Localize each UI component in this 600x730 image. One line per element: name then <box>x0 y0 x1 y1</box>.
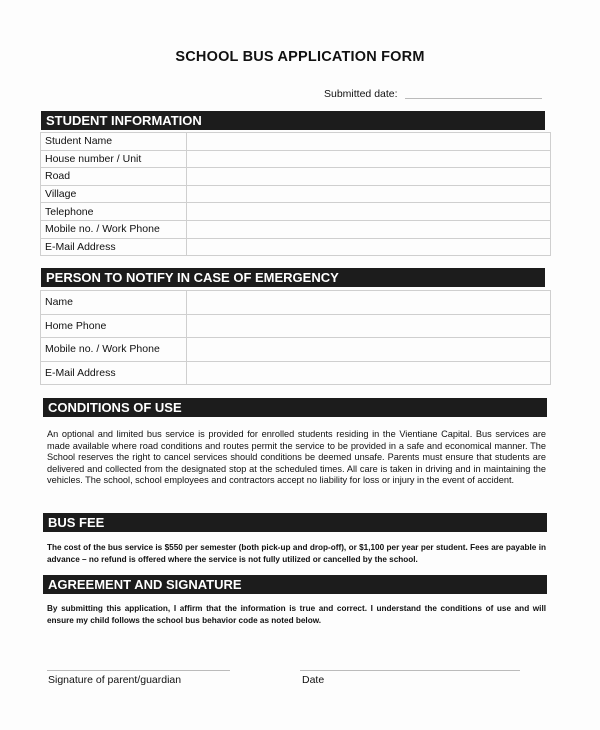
submitted-date-label: Submitted date: <box>324 88 398 100</box>
table-row <box>41 314 551 338</box>
agreement-text: By submitting this application, I affirm that the information is true and correct. I understand the conditions of use and will ensure my child follows the school bus behavior code as noted below. <box>47 604 546 625</box>
field-input-telephone[interactable] <box>187 203 551 221</box>
table-row <box>41 168 551 186</box>
conditions-text: An optional and limited bus service is provided for enrolled students residing in the Vientiane Capital. Bus services are made available where road conditions and routes permit the service to be provided in a safe and economical manner. The School reserves the right to cancel services should conditions be deemed unsafe. Parents must ensure that students are delivered and collected from the designated stop at the scheduled times. All care is taken in driving and in maintaining the vehicles. The school, school employees and contractors accept no liability for loss or injury in the event of accident. <box>47 429 546 486</box>
bus-fee-text: The cost of the bus service is $550 per semester (both pick-up and drop-off), or $1,100 per year per student. Fees are payable in advance – no refund is offered where the service is not fully utilized or cancelled by the school. <box>47 543 546 564</box>
parent-signature-field[interactable] <box>47 670 230 671</box>
field-input-home-phone[interactable] <box>187 314 551 338</box>
field-input-village[interactable] <box>187 185 551 203</box>
field-input-road[interactable] <box>187 168 551 186</box>
field-input-student-name[interactable] <box>187 133 551 151</box>
bus-fee-heading: BUS FEE <box>43 513 547 532</box>
field-label-emergency-mobile: Mobile no. / Work Phone <box>41 338 187 362</box>
field-input-house-number[interactable] <box>187 150 551 168</box>
signature-date-label: Date <box>302 674 325 686</box>
table-row <box>41 133 551 151</box>
field-label-home-phone: Home Phone <box>41 314 187 338</box>
agreement-heading: AGREEMENT AND SIGNATURE <box>43 575 547 594</box>
table-row <box>41 150 551 168</box>
table-row <box>41 203 551 221</box>
parent-signature-label: Signature of parent/guardian <box>48 674 182 686</box>
field-label-road: Road <box>41 168 187 186</box>
table-row <box>41 220 551 238</box>
table-row <box>41 238 551 256</box>
field-input-emergency-email[interactable] <box>187 361 551 385</box>
form-title: SCHOOL BUS APPLICATION FORM <box>175 49 425 65</box>
field-label-student-name: Student Name <box>41 133 187 151</box>
field-label-telephone: Telephone <box>41 203 187 221</box>
field-input-emergency-mobile[interactable] <box>187 338 551 362</box>
submitted-date-field[interactable] <box>405 98 542 99</box>
student-info-table <box>40 132 551 256</box>
field-label-mobile-phone: Mobile no. / Work Phone <box>41 220 187 238</box>
emergency-contact-table <box>40 290 551 385</box>
field-label-house-number: House number / Unit <box>41 150 187 168</box>
field-input-email[interactable] <box>187 238 551 256</box>
table-row <box>41 361 551 385</box>
emergency-contact-heading: PERSON TO NOTIFY IN CASE OF EMERGENCY <box>41 268 545 287</box>
field-label-emergency-name: Name <box>41 291 187 315</box>
conditions-heading: CONDITIONS OF USE <box>43 398 547 417</box>
field-label-email: E-Mail Address <box>41 238 187 256</box>
field-label-village: Village <box>41 185 187 203</box>
field-input-mobile-phone[interactable] <box>187 220 551 238</box>
student-info-heading: STUDENT INFORMATION <box>41 111 545 130</box>
field-label-emergency-email: E-Mail Address <box>41 361 187 385</box>
field-input-emergency-name[interactable] <box>187 291 551 315</box>
table-row <box>41 185 551 203</box>
table-row <box>41 338 551 362</box>
table-row <box>41 291 551 315</box>
signature-date-field[interactable] <box>300 670 520 671</box>
